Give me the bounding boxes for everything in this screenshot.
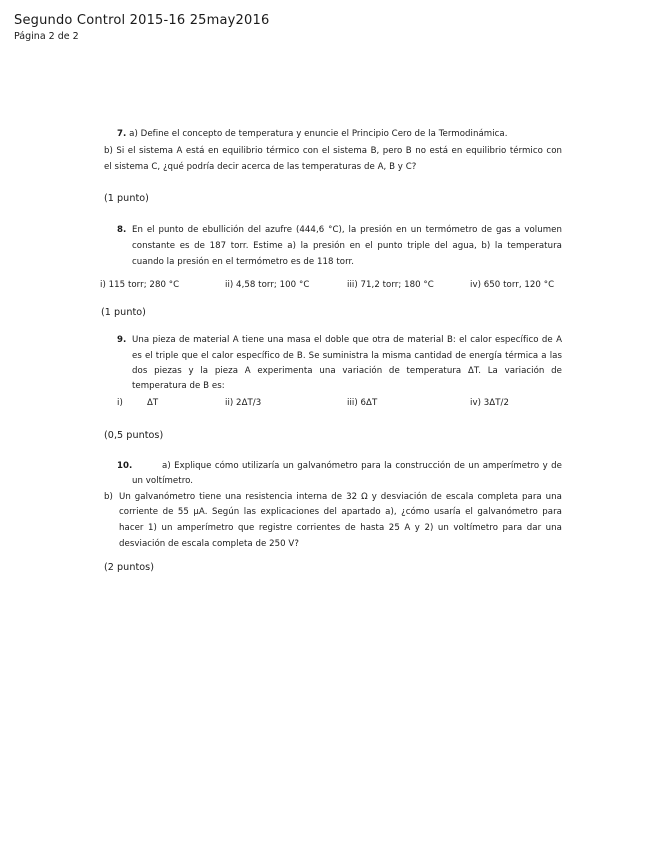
question-10-b-line-2: corriente de 55 μA. Según las explicaciones del apartado a), ¿cómo usaría el galvanómetro para	[119, 507, 562, 517]
document-title: Segundo Control 2015-16 25may2016	[14, 13, 270, 28]
question-8-line-3: cuando la presión en el termómetro es de 118 torr.	[132, 257, 355, 267]
question-9-option-1-label: i)	[117, 398, 123, 408]
question-8-points: (1 punto)	[101, 307, 146, 318]
question-10-b-line-4: desviación de escala completa de 250 V?	[119, 539, 299, 549]
question-7-number: 7.	[117, 129, 127, 139]
question-7-line-3: el sistema C, ¿qué podría decir acerca de las temperaturas de A, B y C?	[104, 162, 417, 172]
question-10-b-line-1: Un galvanómetro tiene una resistencia interna de 32 Ω y desviación de escala completa para una	[119, 492, 562, 502]
question-10-number: 10.	[117, 461, 133, 471]
question-10	[117, 461, 132, 471]
question-9-option-1-value: ΔT	[147, 398, 159, 408]
question-9-option-2: ii) 2ΔT/3	[225, 398, 262, 408]
question-9-line-1: Una pieza de material A tiene una masa el doble que otra de material B: el calor específico de A	[132, 335, 562, 345]
question-10-b-label: b)	[104, 492, 113, 502]
question-7-points: (1 punto)	[104, 193, 149, 204]
question-7-line-2: b) Si el sistema A está en equilibrio térmico con el sistema B, pero B no está en equilibrio térmico con	[104, 146, 562, 156]
question-9-line-2: es el triple que el calor específico de B. Se suministra la misma cantidad de energía térmica a las	[132, 351, 562, 361]
question-7	[117, 129, 508, 139]
question-8-option-1: i) 115 torr; 280 °C	[100, 280, 180, 290]
question-7-line-1: a) Define el concepto de temperatura y enuncie el Principio Cero de la Termodinámica.	[129, 129, 508, 139]
question-9-option-4: iv) 3ΔT/2	[470, 398, 509, 408]
question-9	[117, 335, 126, 345]
question-10-line-2: un voltímetro.	[132, 476, 194, 486]
question-8-line-1: En el punto de ebullición del azufre (444,6 °C), la presión en un termómetro de gas a volumen	[132, 225, 562, 235]
page-number: Página 2 de 2	[14, 31, 79, 42]
question-8-option-4: iv) 650 torr, 120 °C	[470, 280, 555, 290]
question-10-b-line-3: hacer 1) un amperímetro que registre corrientes de hasta 25 A y 2) un voltímetro para dar una	[119, 523, 562, 533]
question-9-points: (0,5 puntos)	[104, 430, 164, 441]
question-9-number: 9.	[117, 335, 127, 345]
question-9-line-4: temperatura de B es:	[132, 381, 225, 391]
question-9-line-3: dos piezas y la pieza A experimenta una variación de temperatura ΔT. La variación de	[132, 366, 562, 376]
question-10-line-1: a) Explique cómo utilizaría un galvanómetro para la construcción de un amperímetro y de	[162, 461, 562, 471]
question-8-option-2: ii) 4,58 torr; 100 °C	[225, 280, 310, 290]
question-8	[117, 225, 126, 235]
question-8-option-3: iii) 71,2 torr; 180 °C	[347, 280, 434, 290]
question-8-number: 8.	[117, 225, 127, 235]
question-9-option-3: iii) 6ΔT	[347, 398, 378, 408]
question-8-line-2: constante es de 187 torr. Estime a) la presión en el punto triple del agua, b) la temperatura	[132, 241, 562, 251]
question-10-points: (2 puntos)	[104, 562, 155, 573]
